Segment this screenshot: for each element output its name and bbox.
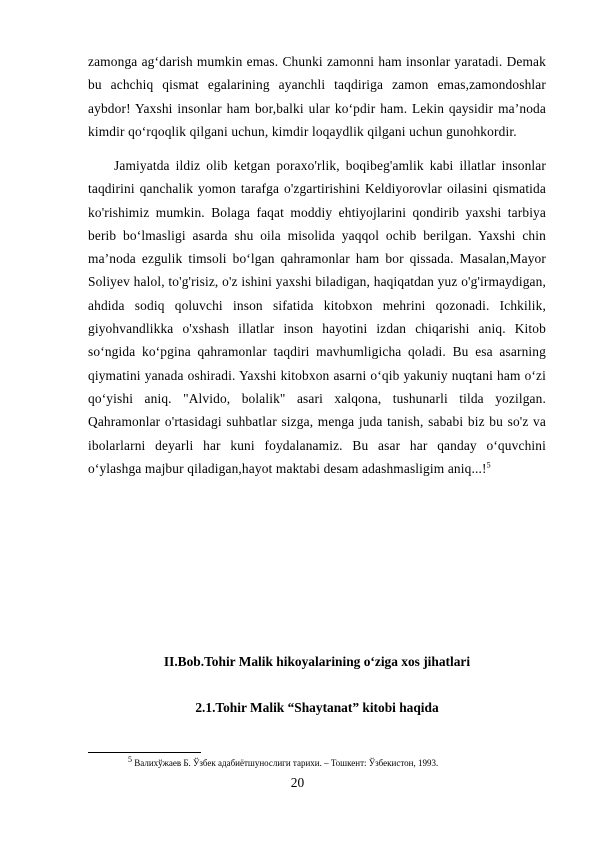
body-paragraph-1 [88,50,546,143]
body-paragraph-2 [88,154,546,480]
footnote-text: Валихўжаев Б. Ўзбек адабиётшунослиги тарихи. – Тошкент: Ўзбекистон, 1993. [132,758,439,768]
paragraph-1-text: zamonga ag‘darish mumkin emas. Chunki zamonni ham insonlar yaratadi. Demak bu achchiq qismat egalarining ayanchli taqdiriga zamon emas,zamondoshlar aybdor! Yaxshi insonlar ham bor,balki ular ko‘pdir ham. Lekin qaysidir ma’noda kimdir qo‘rqoqlik qilgani uchun, kimdir loqaydlik qilgani uchun gunohkordir. [88,54,546,139]
footnote-reference[interactable]: 5 [486,460,491,470]
footnote [128,755,439,768]
page-number: 20 [290,775,305,790]
paragraph-2-text: Jamiyatda ildiz olib ketgan poraxo'rlik, boqibeg'amlik kabi illatlar insonlar taqdirini qanchalik yomon tarafga o'zgartirishini Keldiyorovlar oilasini qismatida ko'rishimiz mumkin. Bolaga faqat moddiy ehtiyojlarini qondirib yaxshi tarbiya berib bo‘lmasligi asarda shu oila misolida yaqqol ochib berilgan. Yaxshi chin ma’noda ezgulik timsoli bo‘lgan qahramonlar ham bor qissada. Masalan,Mayor Soliyev halol, to'g'risiz, o'z ishini yaxshi biladigan, haqiqatdan yuz o'g'irmaydigan, ahdida sodiq qoluvchi inson sifatida kitobxon mehrini qozonadi. Ichkilik, giyohvandlikka o'xshash illatlar inson hayotini izdan chiqarishi aniq. Kitob so‘ngida ko‘pgina qahramonlar taqdiri mavhumligicha qoladi. Bu esa asarning qiymatini yanada oshiradi. Yaxshi kitobxon asarni o‘qib yakuniy nuqtani ham o‘zi qo‘yishi aniq. "Alvido, bolalik" asari xalqona, tushunarli tilda yozilgan. Qahramonlar o'rtasidagi suhbatlar sizga, menga juda tanish, sababi biz bu so'z va ibolarlarni deyarli har kuni foydalanamiz. Bu asar har qanday o‘quvchini o‘ylashga majbur qiladigan,hayot maktabi desam adashmasligim aniq...! [88,158,546,476]
footnote-divider [88,752,201,753]
chapter-heading: II.Bob.Tohir Malik hikoyalarining o‘ziga xos jihatlari [163,654,471,669]
section-heading: 2.1.Tohir Malik “Shaytanat” kitobi haqida [195,700,439,715]
footnote-mark: 5 [128,755,132,764]
